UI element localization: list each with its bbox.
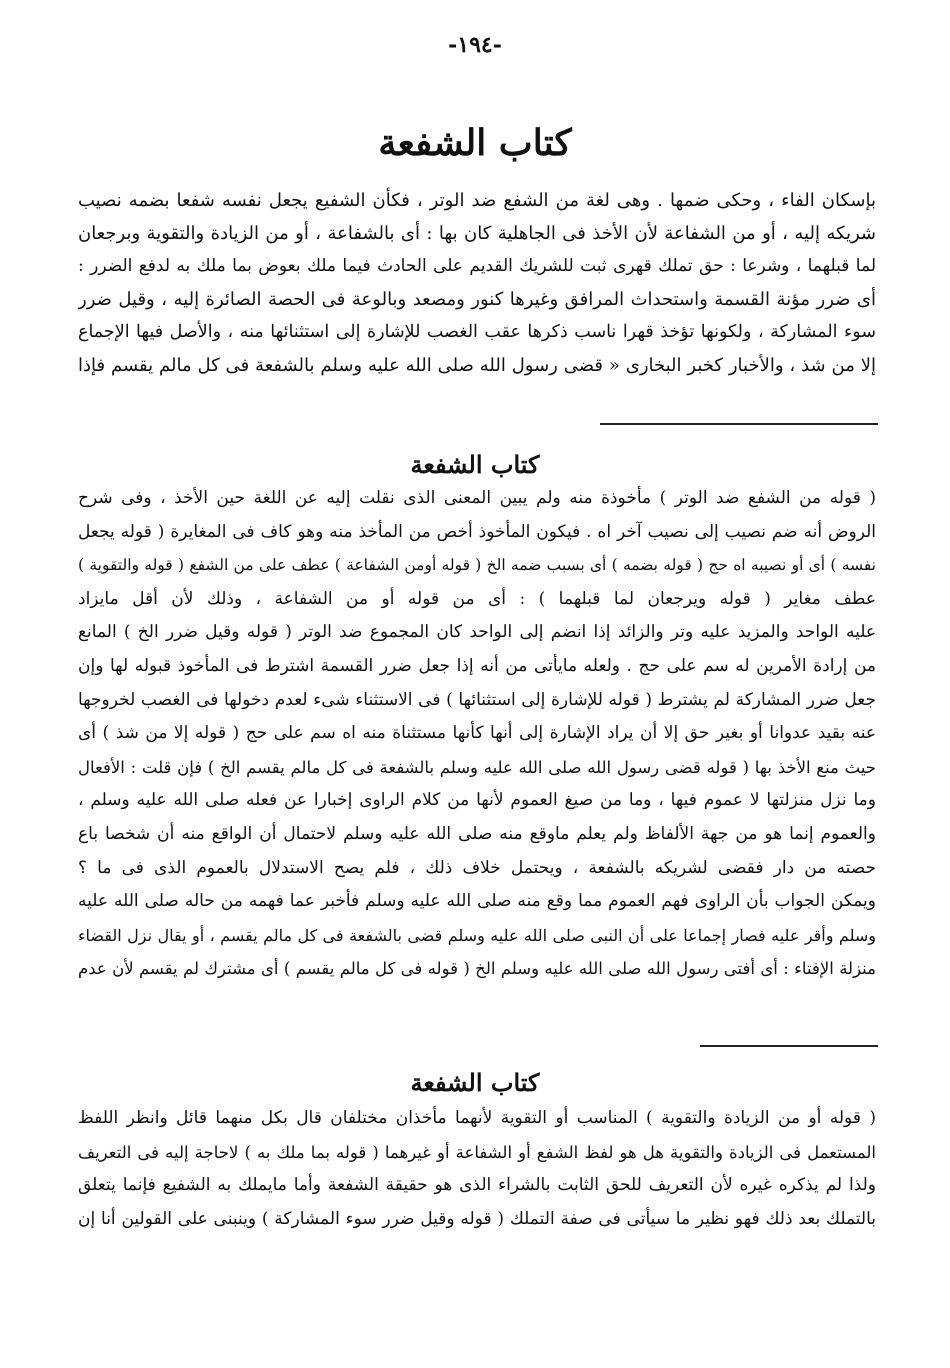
commentary-line: بالتملك بعد ذلك فهو نظير ما سيأتى فى صفة التملك ( قوله وقيل ضرر سوء المشاركة ) وينبنى على القولين أنا إن xyxy=(78,1208,876,1229)
commentary-line: عطف مغاير ( قوله ويرجعان لما قبلهما ) : أى من قوله أو من الشفاعة ، وذلك لأن أقل مايزاد xyxy=(78,588,876,609)
section-divider xyxy=(600,423,878,425)
main-text-line: أى ضرر مؤنة القسمة واستحداث المرافق وغيرها كنور ومصعد وبالوعة فى الحصة الصائرة إليه ، وقيل ضرر xyxy=(78,289,876,310)
main-text-line: بإسكان الفاء ، وحكى ضمها . وهى لغة من الشفع ضد الوتر ، فكأن الشفيع يجعل نفسه شفعا بضمه نصيب xyxy=(78,190,876,211)
commentary-line: منزلة الإفتاء : أى أفتى رسول الله صلى الله عليه وسلم الخ ( قوله فى كل مالم يقسم ) أى مشترك لم يقسم لأن عدم xyxy=(78,959,876,979)
commentary-line: وما نزل منزلتها لا عموم فيها ، وما من صيغ العموم لأنها من كلام الراوى إخبارا عن فعله صلى الله عليه وسلم ، xyxy=(78,790,876,811)
main-text-line: إلا من شذ ، والأخبار كخبر البخارى « قضى رسول الله صلى الله عليه وسلم بالشفعة فى كل مالم يقسم فإذا xyxy=(78,355,876,376)
main-text-line: شريكه إليه ، أو من الشفاعة لأن الأخذ فى الجاهلية كان بها : أى بالشفاعة ، أو من الزيادة والتقوية وبرجعان xyxy=(78,223,876,244)
main-text-line: سوء المشاركة ، ولكونها تؤخذ قهرا ناسب ذكرها عقب الغصب للإشارة إلى استثنائها منه ، والأصل فيها الإجماع xyxy=(78,322,876,342)
commentary-1-text xyxy=(78,482,876,986)
main-text xyxy=(78,184,876,382)
commentary-2-text xyxy=(78,1102,876,1236)
commentary-line: ولذا لم يذكره غيره لأن التعريف للحق الثابت بالشراء الذى هو حقيقة الشفعة وأما مايملك به الشفيع فإنما يتعلق xyxy=(78,1175,876,1196)
commentary-line: ( قوله أو من الزيادة والتقوية ) المناسب أو التقوية لأنهما مأخذان مختلفان قال بكل منهما قائل وانظر اللفظ xyxy=(78,1108,876,1128)
section-divider xyxy=(700,1045,878,1047)
commentary-line: ( قوله من الشفع ضد الوتر ) مأخوذة منه ولم يبين المعنى الذى نقلت إليه عن اللغة حين الأخذ ، وفى شرح xyxy=(78,488,876,508)
commentary-line: حيث منع الأخذ بها ( قوله قضى رسول الله صلى الله عليه وسلم بالشفعة فى كل مالم يقسم الخ ) فإن قلت : الأفعال xyxy=(78,757,876,777)
commentary-line: ويمكن الجواب بأن الراوى فهم العموم مما وقع منه صلى الله عليه وسلم فأخبر عما فهمه من حاله صلى الله عليه xyxy=(78,891,876,912)
commentary-line: وسلم وأقر عليه فصار إجماعا على أن النبى صلى الله عليه وسلم قضى بالشفعة فى كل مالم يقسم ، أو يقال نزل القضاء xyxy=(78,925,876,945)
commentary-line: والعموم إنما هو من جهة الألفاظ ولم يعلم ماوقع منه صلى الله عليه وسلم لاحتمال أن الواقع منه أن شخصا باع xyxy=(78,823,876,844)
main-text-line: لما قبلهما ، وشرعا : حق تملك قهرى ثبت للشريك القديم على الحادث فيما ملك بعوض بما ملك به لدفع الضرر : xyxy=(78,256,876,276)
commentary-line: عليه الواحد والمزيد عليه وتر والزائد إذا انضم إلى الواحد كان المجموع ضد الوتر ( قوله وقيل ضرر الخ ) المانع xyxy=(78,622,876,643)
commentary-line: جعل ضرر المشاركة لم يشترط ( قوله للإشارة إلى استثنائها ) فى الاستثناء شىء لعدم دخولها فى الغصب لخروجها xyxy=(78,689,876,710)
commentary-1-title: كتاب الشفعة xyxy=(410,450,540,479)
commentary-line: الروض أنه ضم نصيب إلى نصيب آخر اه . فيكون المأخوذ أخص من المأخذ منه وهو كاف فى المغايرة ( قوله يجعل xyxy=(78,521,876,542)
commentary-line: المستعمل فى الزيادة والتقوية هل هو لفظ الشفع أو الشفاعة أو غيرهما ( قوله بما ملك به ) لاحاجة إليه فى التعريف xyxy=(78,1142,876,1162)
commentary-line: عنه بقيد عدوانا أو بغير حق إلا أن يراد الإشارة إلى أنها كأنها مستثناة منه اه سم على حج ( قوله إلا من شذ ) أى xyxy=(78,723,876,744)
commentary-line: من إرادة الأمرين له سم على حج . ولعله مايأتى من أنه إذا جعل ضرر القسمة اشترط فى المأخوذ قبوله لها وإن xyxy=(78,655,876,676)
commentary-line: حصته من دار فقضى لشريكه بالشفعة ، ويحتمل خلاف ذلك ، فلم يصح الاستدلال بالعموم الذى فى ما ؟ xyxy=(78,857,876,878)
commentary-line: نفسه ) أى أو نصيبه اه حج ( قوله بضمه ) أى بسبب ضمه الخ ( قوله أومن الشفاعة ) عطف على من الشفع ( قوله والتقوية ) xyxy=(78,556,876,575)
commentary-2-title: كتاب الشفعة xyxy=(410,1068,540,1097)
page-number: -١٩٤- xyxy=(448,32,502,58)
main-title: كتاب الشفعة xyxy=(378,122,572,164)
